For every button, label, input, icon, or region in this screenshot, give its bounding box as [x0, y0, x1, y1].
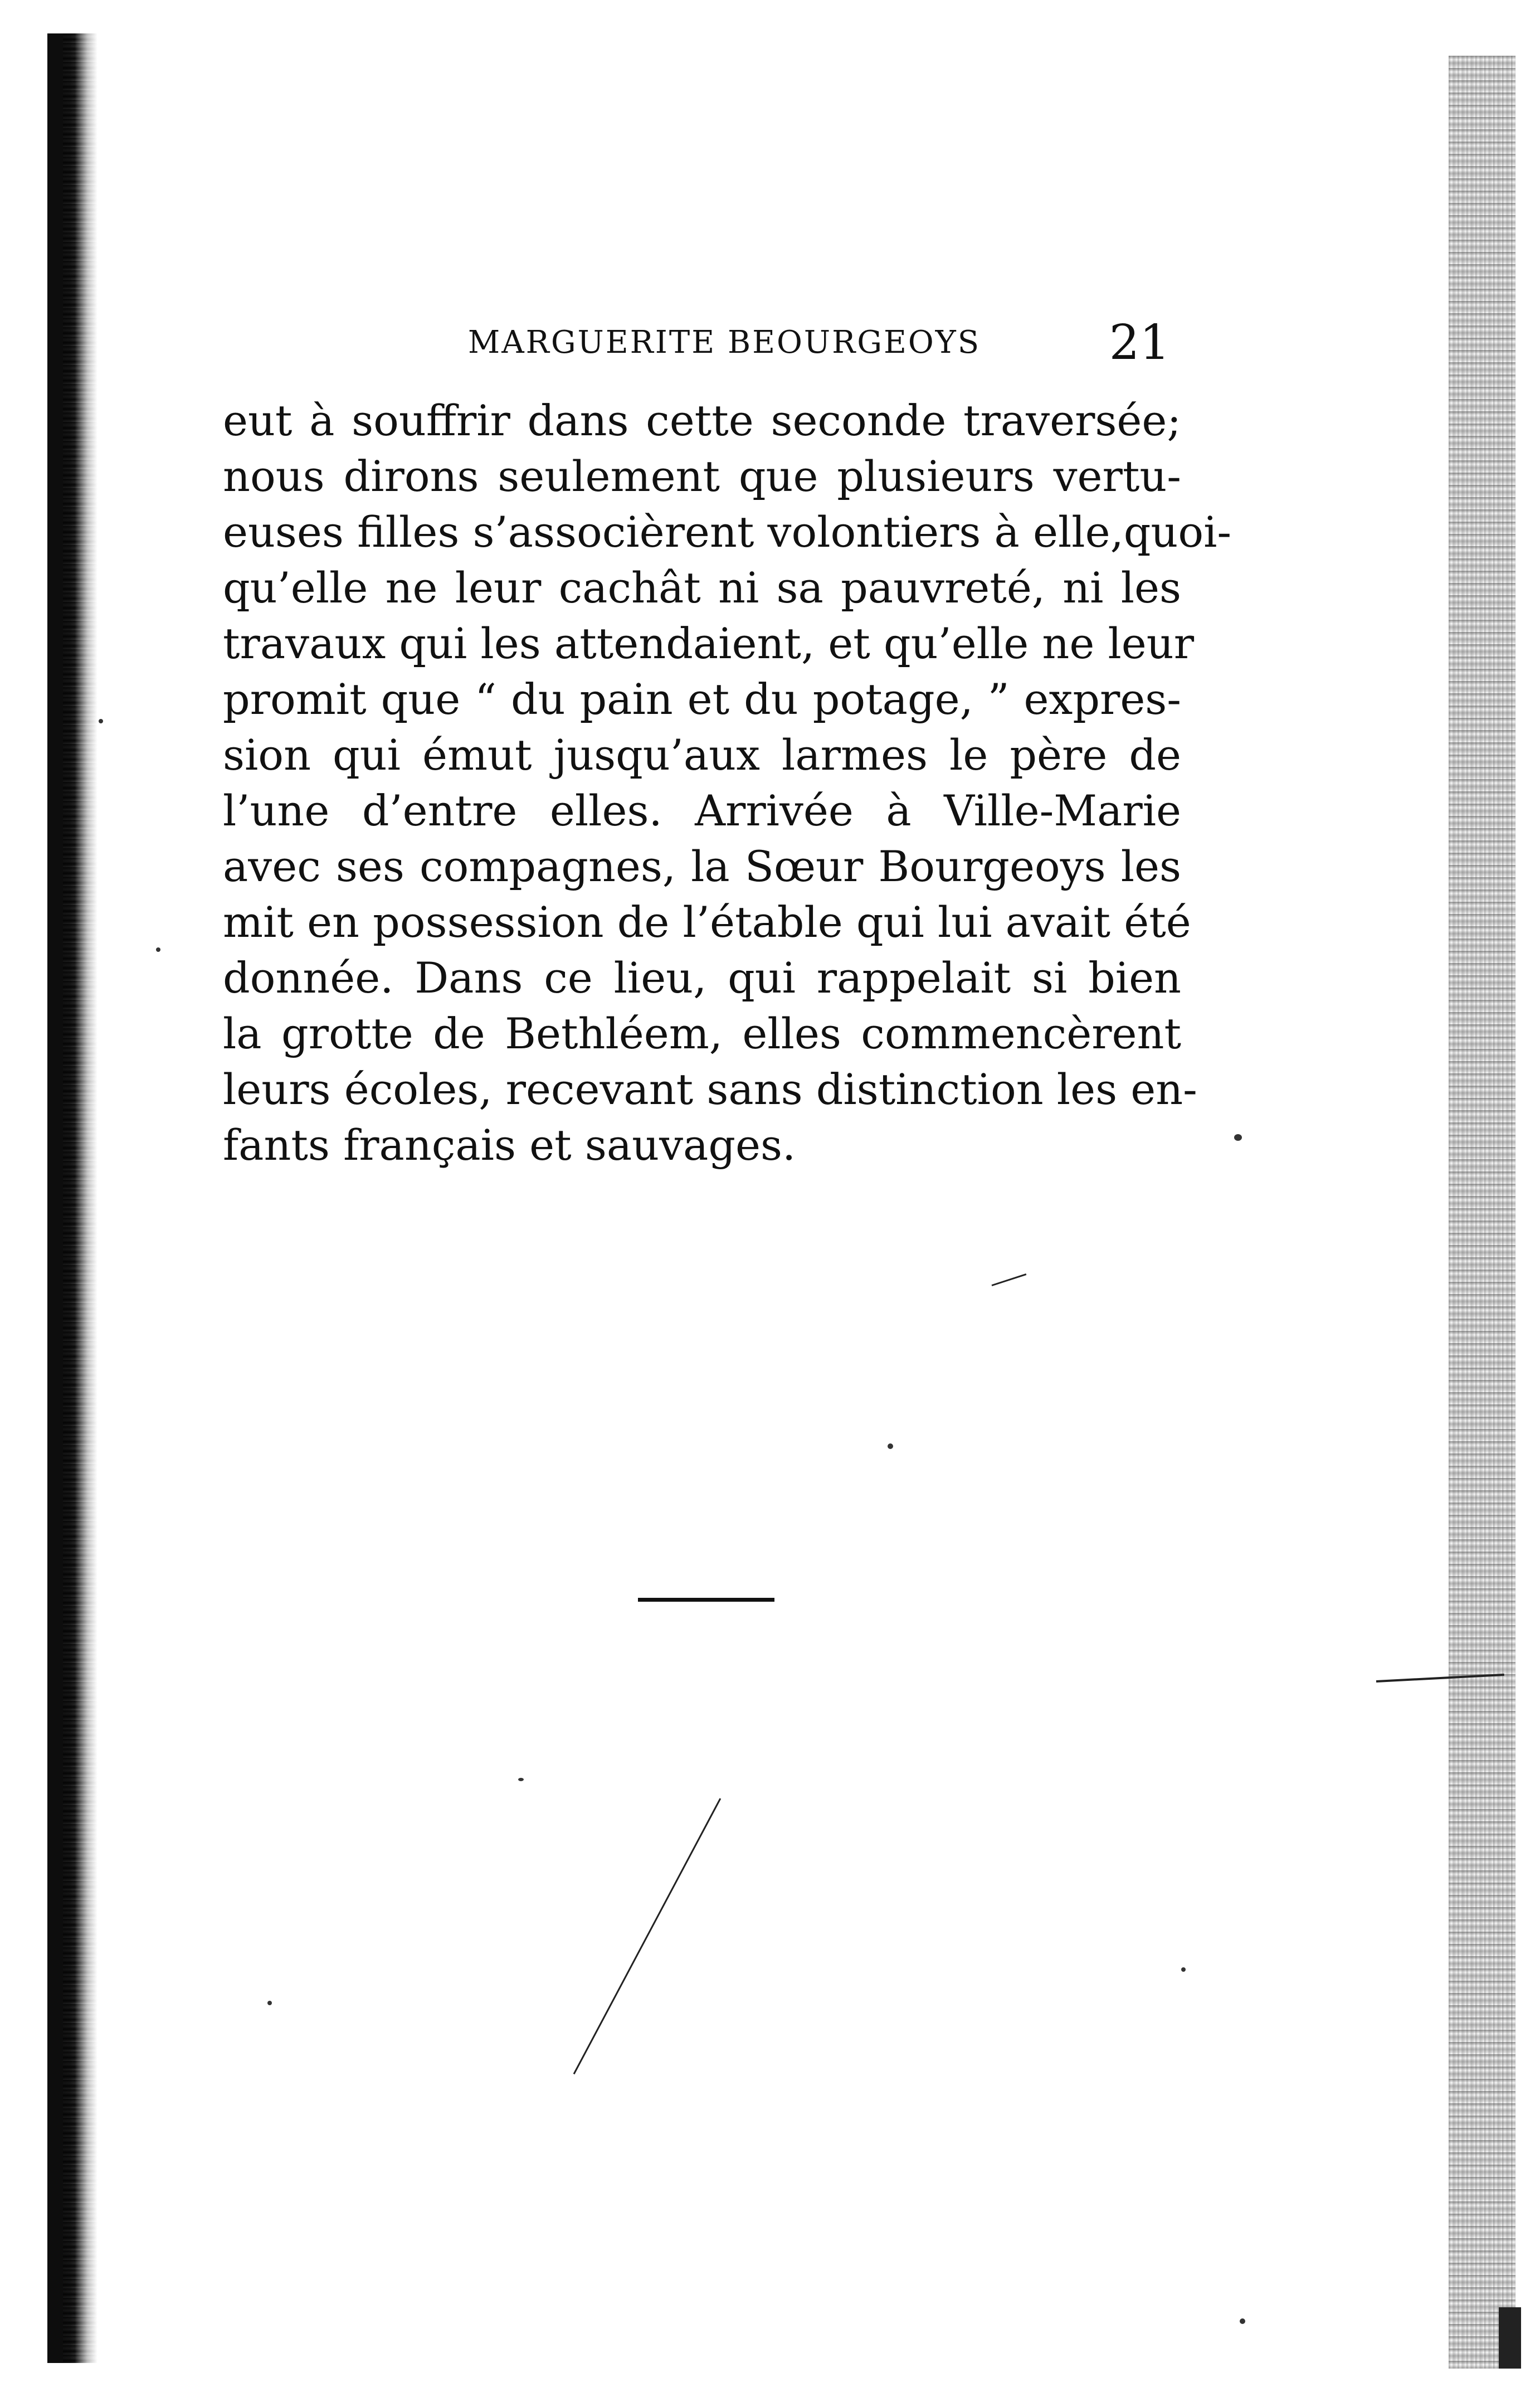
speck	[1234, 1134, 1242, 1141]
text-line: la grotte de Bethléem, elles commencèrent	[223, 1009, 1181, 1058]
speck	[99, 719, 103, 723]
text-line: promit que “ du pain et du potage, ” expres-	[223, 674, 1181, 724]
fore-edge-shadow	[1449, 56, 1515, 2369]
speck	[518, 1778, 524, 1781]
text-line: avec ses compagnes, la Sœur Bourgeoys les	[223, 842, 1181, 891]
text-line: eut à souffrir dans cette seconde traversée;	[223, 396, 1181, 445]
text-line: mit en possession de l’étable qui lui avait été	[223, 897, 1191, 947]
stray-mark-center	[992, 1273, 1027, 1286]
fore-edge-dark-corner	[1499, 2307, 1521, 2369]
text-line: donnée. Dans ce lieu, qui rappelait si bien	[223, 953, 1181, 1003]
binding-edge-dark-strip	[47, 33, 63, 2363]
running-title: MARGUERITE BEOURGEOYS	[467, 324, 981, 361]
text-line: euses filles s’associèrent volontiers à elle,quoi-	[223, 507, 1232, 557]
page-number: 21	[1109, 315, 1170, 371]
section-end-rule	[638, 1598, 774, 1602]
text-line: l’une d’entre elles. Arrivée à Ville-Marie	[223, 786, 1181, 835]
speck	[267, 2001, 272, 2005]
speck	[1181, 1967, 1186, 1972]
text-line: travaux qui les attendaient, et qu’elle ne leur	[223, 619, 1195, 668]
speck	[1240, 2318, 1245, 2324]
text-line: nous dirons seulement que plusieurs vertu-	[223, 451, 1181, 501]
text-line: sion qui émut jusqu’aux larmes le père de	[223, 730, 1181, 780]
stray-mark-lower	[573, 1798, 722, 2074]
text-line: fants français et sauvages.	[223, 1120, 796, 1170]
body-paragraph	[223, 393, 1232, 1173]
text-line: leurs écoles, recevant sans distinction les en-	[223, 1064, 1197, 1114]
speck	[156, 947, 160, 952]
running-head	[223, 312, 1181, 373]
speck	[888, 1443, 893, 1449]
text-line: qu’elle ne leur cachât ni sa pauvreté, ni les	[223, 563, 1181, 612]
